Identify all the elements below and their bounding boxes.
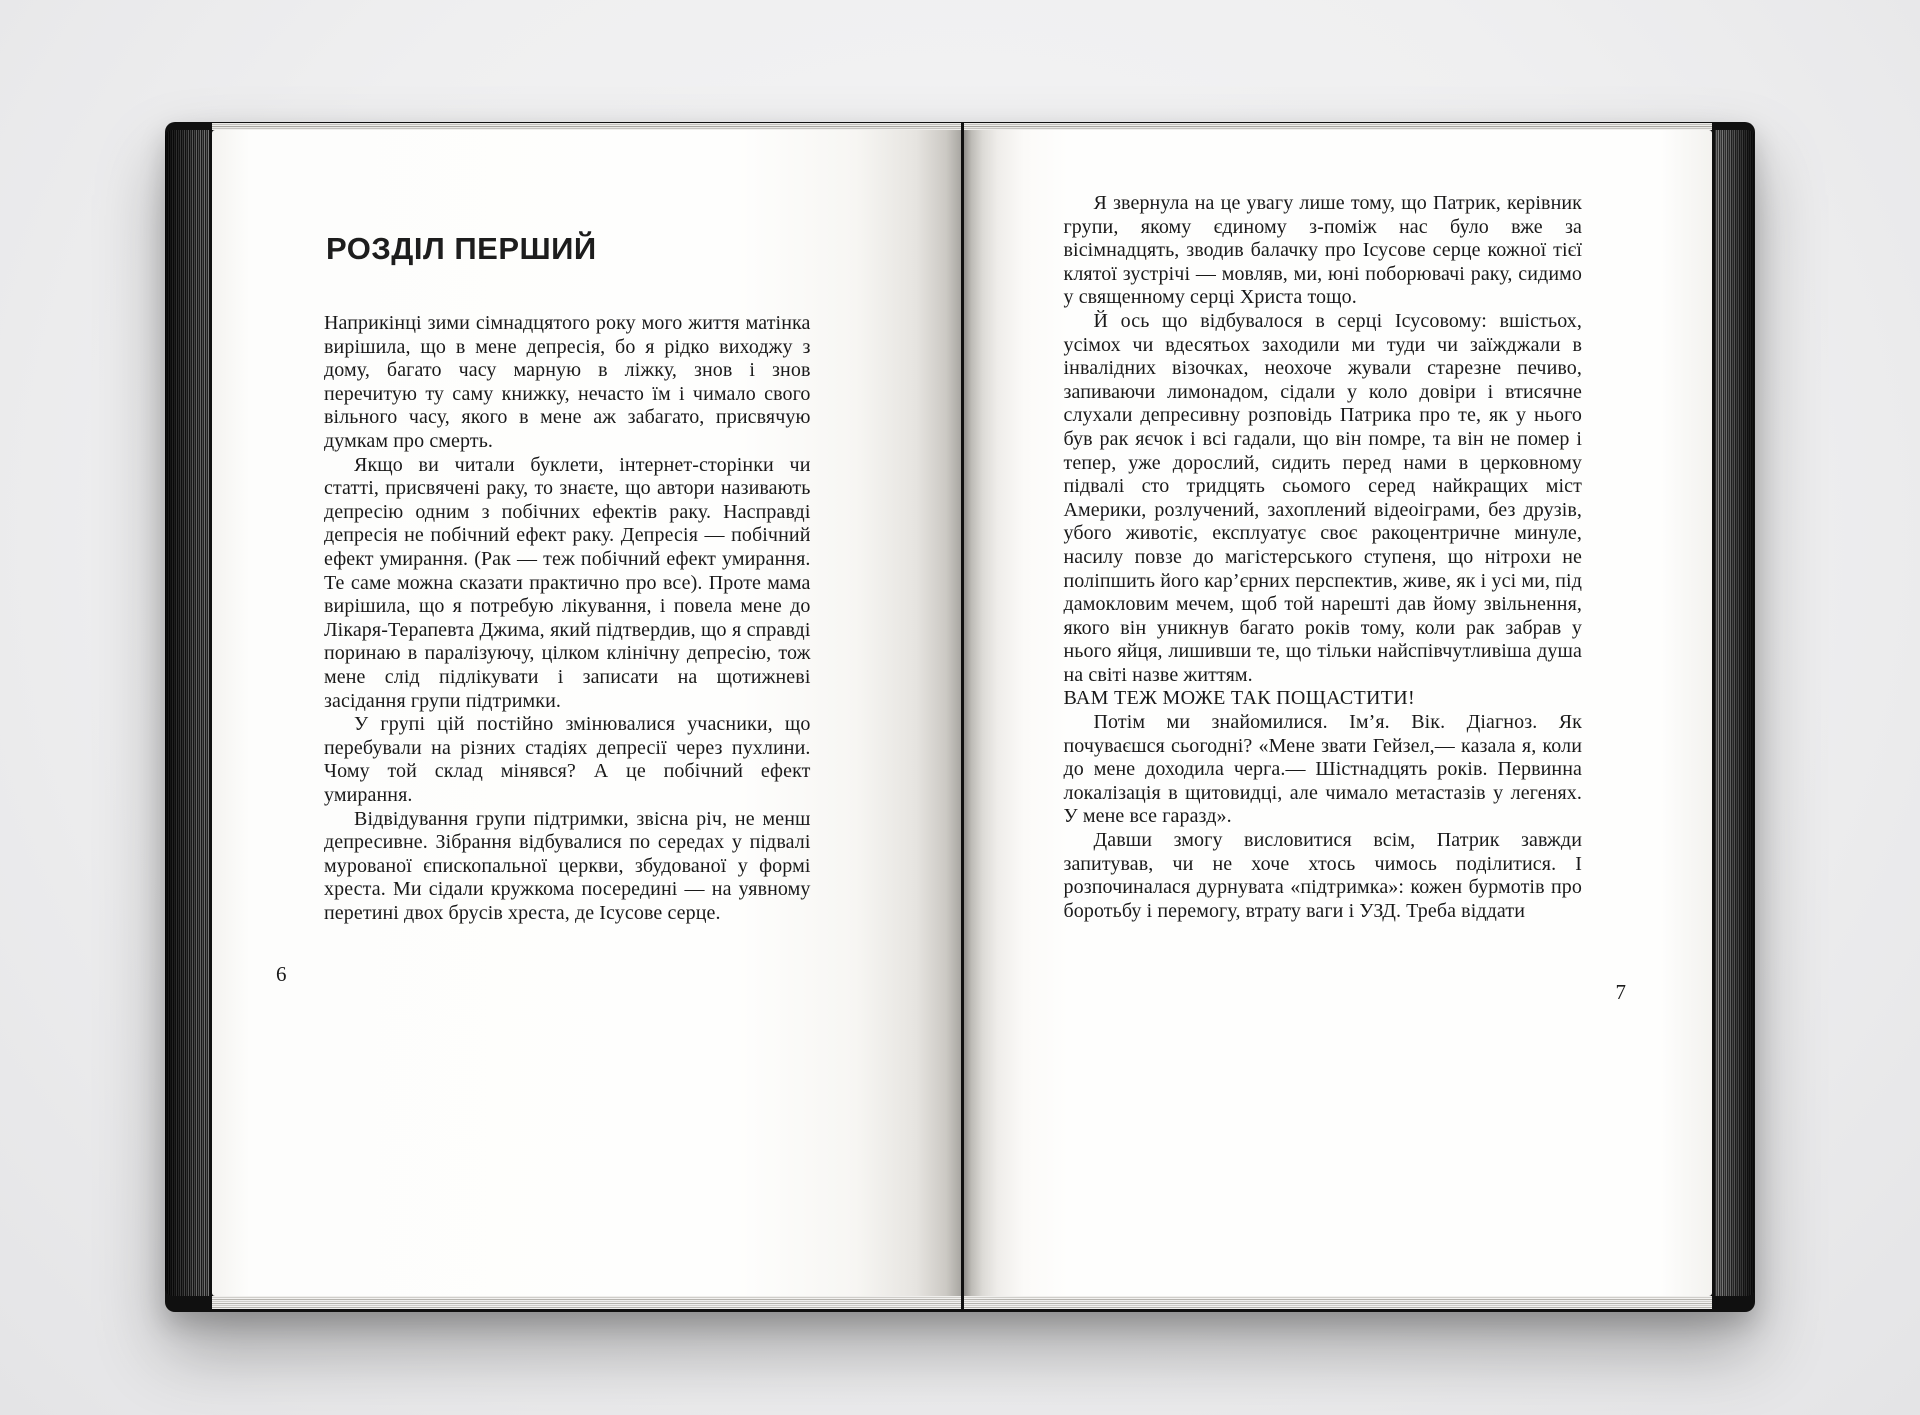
paragraph: Й ось що відбувалося в серці Ісусовому: вшістьох, усімох чи вдесятьох заходили ми туди чи заїжджали в інвалідних візочках, неохоче жували старезне печиво, запиваючи лимонадом, сідали у коло довіри і втисячне слухали депресивну розповідь Патрика про те, як у нього був рак яєчок і всі гадали, що він помре, та він не помер і тепер, уже дорослий, сидить перед нами в церковному підвалі сто тридцять сьомого серед найкращих міст Америки, розлучений, захоплений відеоіграми, без друзів, убого животіє, експлуатує своє ракоцентричне минуле, насилу повзе до магістерського ступеня, що нітрохи не поліпшить його кар’єрних перспектив, живе, як і усі ми, під дамокловим мечем, щоб той нарешті дав йому звільнення, якого він уникнув багато років тому, коли рак забрав у нього яйця, лишивши те, що тільки найспівчутливіша душа на світі назве життям. bbox=[1063, 309, 1582, 686]
page-stack-right-edge bbox=[1715, 130, 1755, 1296]
paragraph: Давши змогу висловитися всім, Патрик завжди запитував, чи не хоче хтось чимось поділитися. І розпочиналася дурнувата «підтримка»: кожен бурмотів про боротьбу і перемогу, втрату ваги і УЗД. Треба віддати bbox=[1063, 829, 1582, 922]
paragraph: Наприкінці зими сімнадцятого року мого життя матінка вирішила, що в мене депресія, бо я рідко виходжу з дому, багато часу марную в ліжку, знов і знов перечитую ту саму книжку, нечасто їм і чимало свого вільного часу, якого в мене аж забагато, присвячую думкам про смерть. bbox=[324, 312, 811, 453]
paragraph: Потім ми знайомилися. Ім’я. Вік. Діагноз. Як почуваєшся сьогодні? «Мене звати Гейзел,— казала я, коли до мене доходила черга.— Шістнадцять років. Первинна локалізація в щитовидці, але чимало метастазів у легенях. У мене все гаразд». bbox=[1063, 711, 1582, 828]
paragraph: Я звернула на це увагу лише тому, що Патрик, керівник групи, якому єдиному з-поміж нас було вже за вісімнадцять, зводив балачку про Ісусове серце кожної тієї клятої зустрічі — мовляв, ми, юні поборювачі раку, сидимо у священному серці Христа тощо. bbox=[1063, 192, 1582, 309]
left-page-content bbox=[212, 130, 961, 926]
chapter-heading: РОЗДІЛ ПЕРШИЙ bbox=[326, 231, 597, 266]
left-page-number: 6 bbox=[276, 962, 287, 986]
left-page bbox=[212, 130, 961, 1296]
paragraph: Відвідування групи підтримки, звісна річ, не менш депресивне. Зібрання відбувалися по середах у підвалі мурованої єпископальної церкви, збудованої у формі хреста. Ми сідали кружкома посередині — на уявному перетині двох брусів хреста, де Ісусове серце. bbox=[324, 807, 811, 924]
page-stack-left-edge bbox=[165, 130, 209, 1296]
left-page-text bbox=[324, 312, 811, 925]
paragraph: Якщо ви читали буклети, інтернет-сторінки чи статті, присвячені раку, то знаєте, що автори називають депресію одним з побічних ефектів раку. Насправді депресія не побічний ефект раку. Депресія — побічний ефект умирання. (Рак — теж побічний ефект умирання. Те саме можна сказати практично про все). Проте мама вирішила, що я потребую лікування, і повела мене до Лікаря-Терапевта Джима, який підтвердив, що я справді поринаю в паралізуючу, цілком клінічну депресію, тож мене слід підлікувати і записати на щотижневі засідання групи підтримки. bbox=[324, 453, 811, 712]
paragraph: У групі цій постійно змінювалися учасники, що перебували на різних стадіях депресії через пухлини. Чому той склад мінявся? А це побічний ефект умирання. bbox=[324, 713, 811, 806]
right-page-text bbox=[1064, 192, 1583, 923]
right-page bbox=[964, 130, 1713, 1296]
open-book bbox=[165, 122, 1755, 1312]
paragraph: ВАМ ТЕЖ МОЖЕ ТАК ПОЩАСТИТИ! bbox=[1063, 687, 1415, 710]
right-page-number: 7 bbox=[1615, 980, 1626, 1004]
right-page-content bbox=[964, 130, 1713, 923]
